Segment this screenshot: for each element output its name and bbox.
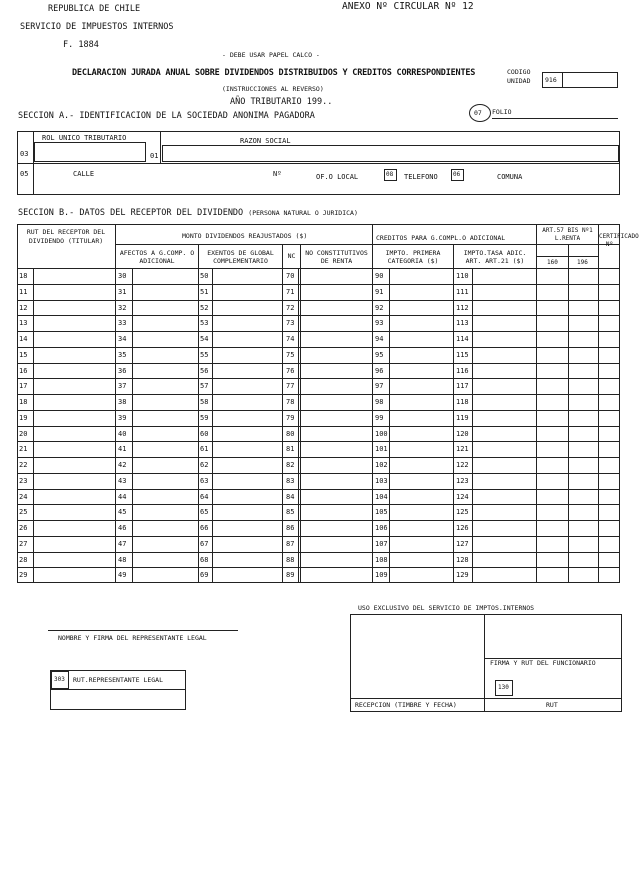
row-code: 107 (375, 539, 388, 548)
row-code: 73 (286, 319, 295, 328)
signature-label: NOMBRE Y FIRMA DEL REPRESENTANTE LEGAL (58, 634, 207, 642)
group-creditos-header: CREDITOS PARA G.COMPL.O ADICIONAL (376, 234, 506, 242)
code-01: 01 (150, 152, 159, 160)
row-code: 94 (375, 335, 384, 343)
row-code: 35 (118, 350, 127, 359)
row-code: 40 (118, 429, 127, 438)
row-code: 111 (456, 287, 469, 296)
col-afectos-header: AFECTOS A G.COMP. O ADICIONAL (119, 249, 195, 265)
row-code: 92 (375, 303, 384, 312)
row-code: 55 (200, 350, 209, 359)
row-code: 61 (200, 445, 209, 454)
code-130-box (495, 680, 513, 696)
tax-year: AÑO TRIBUTARIO 199.. (230, 97, 333, 107)
row-code: 117 (456, 382, 469, 391)
row-code: 18 (19, 398, 28, 406)
row-code: 123 (456, 476, 469, 485)
row-code: 13 (19, 319, 28, 328)
row-code: 104 (375, 492, 388, 501)
row-code: 100 (375, 429, 388, 438)
rol-label: ROL UNICO TRIBUTARIO (42, 134, 127, 142)
unidad-label: UNIDAD (507, 77, 531, 85)
annex-label: ANEXO Nº CIRCULAR Nº 12 (342, 1, 474, 12)
row-code: 95 (375, 350, 384, 359)
row-code: 114 (456, 335, 469, 343)
col-no-const-header: NO CONSTITUTIVOS DE RENTA (305, 249, 368, 265)
row-code: 29 (19, 571, 28, 580)
row-code: 103 (375, 476, 388, 485)
row-code: 58 (200, 398, 209, 406)
row-code: 97 (375, 382, 384, 391)
row-code: 76 (286, 366, 295, 375)
row-code: 44 (118, 492, 127, 501)
row-code: 82 (286, 461, 295, 469)
row-code: 30 (118, 272, 127, 280)
section-b-subtitle: (PERSONA NATURAL O JURIDICA) (248, 209, 358, 217)
row-code: 24 (19, 492, 28, 501)
razon-field[interactable] (162, 145, 619, 162)
service-label: SERVICIO DE IMPUESTOS INTERNOS (20, 22, 174, 32)
row-code: 112 (456, 303, 469, 312)
code-08-box (384, 169, 397, 181)
oficina-label: OF.O LOCAL (316, 173, 359, 181)
row-code: 41 (118, 445, 127, 454)
group-monto-header: MONTO DIVIDENDOS REAJUSTADOS ($) (182, 232, 308, 240)
row-code: 19 (19, 413, 28, 422)
col-exentos-header: EXENTOS DE GLOBAL COMPLEMENTARIO (207, 249, 274, 265)
row-code: 87 (286, 539, 295, 548)
code-06-box (451, 169, 464, 181)
numero-label: Nº (273, 170, 282, 178)
row-code: 51 (200, 287, 209, 296)
row-code: 37 (118, 382, 127, 391)
row-code: 121 (456, 445, 469, 454)
row-code: 31 (118, 287, 127, 296)
row-code: 127 (456, 539, 469, 548)
row-code: 69 (200, 571, 209, 580)
row-code: 22 (19, 461, 28, 469)
row-code: 120 (456, 429, 469, 438)
telefono-label: TELEFONO (404, 173, 438, 181)
row-code: 88 (286, 555, 295, 564)
paper-notice: - DEBE USAR PAPEL CALCO - (222, 51, 320, 59)
row-code: 113 (456, 319, 469, 328)
row-code: 124 (456, 492, 469, 501)
row-code: 108 (375, 555, 388, 564)
row-code: 52 (200, 303, 209, 312)
row-code: 56 (200, 366, 209, 375)
row-code: 25 (19, 508, 28, 517)
row-code: 46 (118, 524, 127, 532)
rut-rep-label: RUT.REPRESENTANTE LEGAL (73, 676, 164, 684)
row-code: 15 (19, 350, 28, 359)
section-a-title: SECCION A.- IDENTIFICACION DE LA SOCIEDAD ANONIMA PAGADORA (18, 111, 315, 121)
row-code: 45 (118, 508, 127, 517)
row-code: 72 (286, 303, 295, 312)
row-code: 57 (200, 382, 209, 391)
row-code: 27 (19, 539, 28, 548)
row-code: 43 (118, 476, 127, 485)
codigo-label: CODIGO (507, 68, 531, 76)
row-code: 77 (286, 382, 295, 391)
code-303: 303 (54, 676, 65, 683)
row-code: 50 (200, 272, 209, 280)
code-05: 05 (20, 170, 29, 178)
row-code: 116 (456, 366, 469, 375)
row-code: 21 (19, 445, 28, 454)
row-code: 102 (375, 461, 388, 469)
form-code: F. 1884 (63, 40, 99, 50)
row-code: 98 (375, 398, 384, 406)
row-code: 64 (200, 492, 209, 501)
row-code: 42 (118, 461, 127, 469)
form-title: DECLARACION JURADA ANUAL SOBRE DIVIDENDOS DISTRIBUIDOS Y CREDITOS CORRESPONDIENTES (72, 68, 476, 78)
row-code: 105 (375, 508, 388, 517)
razon-label: RAZON SOCIAL (240, 137, 291, 145)
code-06: 06 (453, 171, 461, 178)
col-rut-header: RUT DEL RECEPTOR DEL DIVIDENDO (TITULAR) (26, 228, 106, 245)
code-03: 03 (20, 150, 29, 158)
row-code: 48 (118, 555, 127, 564)
row-code: 93 (375, 319, 384, 328)
row-code: 122 (456, 461, 469, 469)
row-code: 20 (19, 429, 28, 438)
row-code: 89 (286, 571, 295, 580)
row-code: 59 (200, 413, 209, 422)
row-code: 36 (118, 366, 127, 375)
col-impto-primera-header: IMPTO. PRIMERA CATEGORIA ($) (385, 249, 441, 265)
codigo-unidad-field[interactable] (542, 72, 618, 88)
row-code: 119 (456, 413, 469, 422)
folio-oval (469, 104, 491, 122)
row-code: 14 (19, 335, 28, 343)
row-code: 126 (456, 524, 469, 532)
row-code: 38 (118, 398, 127, 406)
row-code: 81 (286, 445, 295, 454)
row-code: 34 (118, 335, 127, 343)
row-code: 28 (19, 555, 28, 564)
row-code: 12 (19, 303, 28, 312)
row-code: 54 (200, 335, 209, 343)
sub-160: 160 (547, 259, 558, 266)
row-code: 78 (286, 398, 295, 406)
row-code: 75 (286, 350, 295, 359)
row-code: 18 (19, 272, 28, 280)
row-code: 16 (19, 366, 28, 375)
row-code: 106 (375, 524, 388, 532)
reception-label: RECEPCION (TIMBRE Y FECHA) (355, 701, 457, 709)
row-code: 17 (19, 382, 28, 391)
row-code: 11 (19, 287, 28, 296)
row-code: 49 (118, 571, 127, 580)
rut-label: RUT (546, 701, 558, 709)
folio-label: FOLIO (492, 108, 512, 116)
col-nc-header: NC (287, 252, 296, 260)
row-code: 110 (456, 272, 469, 280)
col-art57-header: ART.57 BIS Nº1 L.RENTA (542, 227, 593, 242)
row-code: 96 (375, 366, 384, 375)
code-303-box (51, 671, 69, 689)
row-code: 71 (286, 287, 295, 296)
row-code: 32 (118, 303, 127, 312)
row-code: 83 (286, 476, 295, 485)
code-130: 130 (498, 684, 509, 691)
receiver-table (17, 224, 639, 583)
row-code: 91 (375, 287, 384, 296)
section-b-title (18, 208, 358, 218)
row-code: 86 (286, 524, 295, 532)
sii-box-title: USO EXCLUSIVO DEL SERVICIO DE IMPTOS.INTERNOS (358, 604, 535, 612)
row-code: 63 (200, 476, 209, 485)
row-code: 68 (200, 555, 209, 564)
row-code: 66 (200, 524, 209, 532)
instructions-note: (INSTRUCCIONES AL REVERSO) (222, 85, 324, 93)
row-code: 60 (200, 429, 209, 438)
row-code: 85 (286, 508, 295, 517)
calle-label: CALLE (73, 170, 95, 178)
col-cert-header: CERTIFICADO Nº (599, 233, 639, 248)
folio-code: 07 (474, 109, 482, 117)
row-code: 53 (200, 319, 209, 328)
section-b-title-text: SECCION B.- DATOS DEL RECEPTOR DEL DIVIDENDO (18, 208, 244, 218)
funcionario-label: FIRMA Y RUT DEL FUNCIONARIO (490, 659, 596, 667)
row-code: 118 (456, 398, 469, 406)
row-code: 115 (456, 350, 469, 359)
row-code: 84 (286, 492, 295, 501)
row-code: 90 (375, 272, 384, 280)
row-code: 79 (286, 413, 295, 422)
row-code: 128 (456, 555, 469, 564)
row-code: 109 (375, 571, 388, 580)
row-code: 47 (118, 539, 127, 548)
rol-field[interactable] (34, 142, 146, 162)
row-code: 62 (200, 461, 209, 469)
row-code: 99 (375, 413, 384, 422)
row-code: 23 (19, 476, 28, 485)
rut-rep-box[interactable] (50, 670, 186, 710)
code-08: 08 (386, 171, 394, 178)
row-code: 65 (200, 508, 209, 517)
codigo-code: 916 (545, 76, 557, 84)
row-code: 33 (118, 319, 127, 328)
row-code: 129 (456, 571, 469, 580)
row-code: 39 (118, 413, 127, 422)
row-code: 26 (19, 524, 28, 532)
republic-label: REPUBLICA DE CHILE (48, 4, 141, 14)
sub-196: 196 (577, 259, 588, 266)
row-code: 80 (286, 429, 295, 438)
row-code: 125 (456, 508, 469, 517)
col-impto-tasa-header: IMPTO.TASA ADIC. ART. ART.21 ($) (463, 249, 527, 265)
row-code: 70 (286, 272, 295, 280)
row-code: 67 (200, 539, 209, 548)
comuna-label: COMUNA (497, 173, 523, 181)
row-code: 74 (286, 335, 295, 343)
row-code: 101 (375, 445, 388, 454)
